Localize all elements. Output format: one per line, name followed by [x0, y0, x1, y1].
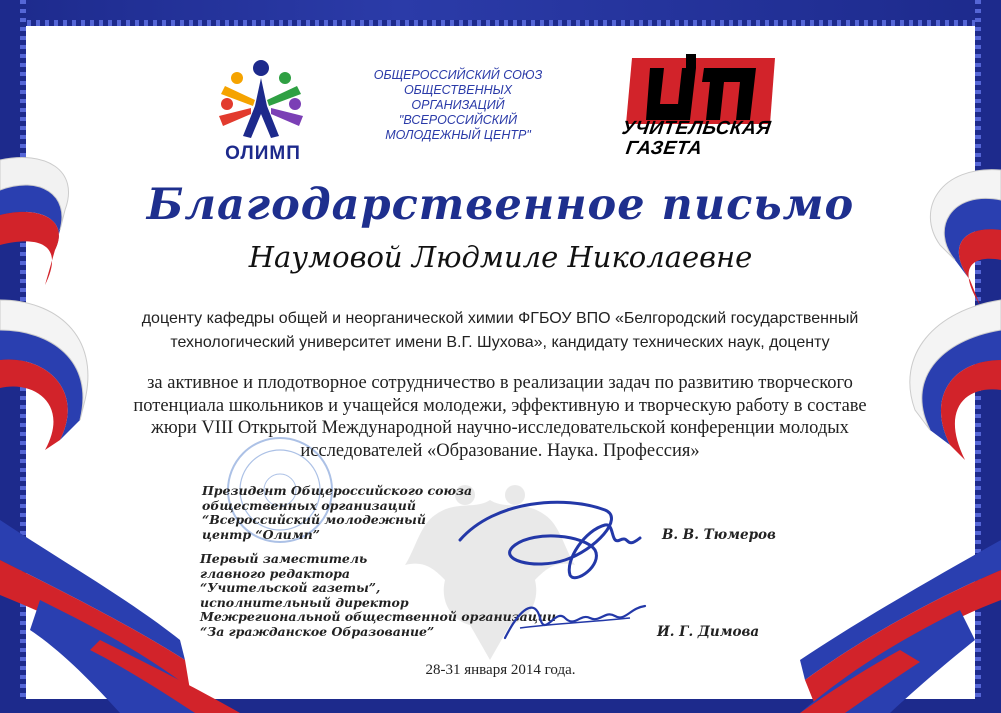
- role-line: общественных организаций: [202, 497, 416, 513]
- role-line: “Всероссийский молодежный: [202, 512, 426, 527]
- reason-line: потенциала школьников и учащейся молодежи, эффективную и творческую работу в составе: [133, 395, 867, 416]
- signatory-2-name: И. Г. Димова: [657, 624, 760, 640]
- org-line: МОЛОДЕЖНЫЙ ЦЕНТР": [385, 128, 531, 142]
- reason-line: за активное и плодотворное сотрудничество в реализации задач по развитию творческого: [147, 373, 853, 393]
- role-line: Межрегиональной общественной организации: [200, 609, 556, 624]
- role-line: главного редактора: [200, 565, 351, 581]
- letter-title: Благодарственное письмо: [146, 180, 855, 230]
- organization-name: [348, 68, 568, 143]
- org-line: ОБЩЕРОССИЙСКИЙ СОЮЗ: [373, 68, 543, 82]
- role-line: центр “Олимп”: [202, 526, 320, 542]
- signature-2-icon: [500, 588, 650, 648]
- recipient-position: [120, 307, 880, 355]
- newspaper-logo-line2: ГАЗЕТА: [624, 138, 704, 159]
- role-line: Первый заместитель: [200, 551, 368, 566]
- newspaper-logo-line1: УЧИТЕЛЬСКАЯ: [620, 118, 773, 139]
- olimp-logo-text: ОЛИМП: [225, 143, 301, 164]
- event-date: 28-31 января 2014 года.: [425, 662, 576, 678]
- reason-line: исследователей «Образование. Наука. Профессия»: [300, 440, 700, 461]
- role-line: Президент Общероссийского союза: [202, 483, 473, 498]
- reason-line: жюри VIII Открытой Международной научно-исследовательской конференции молодых: [151, 418, 849, 438]
- org-line: "ВСЕРОССИЙСКИЙ: [398, 113, 518, 127]
- signatory-1-role: [202, 484, 472, 542]
- gratitude-reason: [90, 372, 910, 462]
- org-line: ОБЩЕСТВЕННЫХ: [403, 83, 513, 97]
- org-line: ОРГАНИЗАЦИЙ: [411, 98, 505, 112]
- position-line: технологический университет имени В.Г. Шухова», кандидату технических наук, доценту: [170, 334, 830, 351]
- signatory-1-name: В. В. Тюмеров: [662, 527, 776, 543]
- recipient-name: Наумовой Людмиле Николаевне: [248, 240, 753, 274]
- role-line: исполнительный директор: [200, 594, 409, 610]
- role-line: “За гражданское Образование”: [200, 623, 435, 639]
- position-line: доценту кафедры общей и неорганической химии ФГБОУ ВПО «Белгородский государственный: [141, 310, 859, 327]
- role-line: “Учительской газеты”,: [200, 580, 381, 595]
